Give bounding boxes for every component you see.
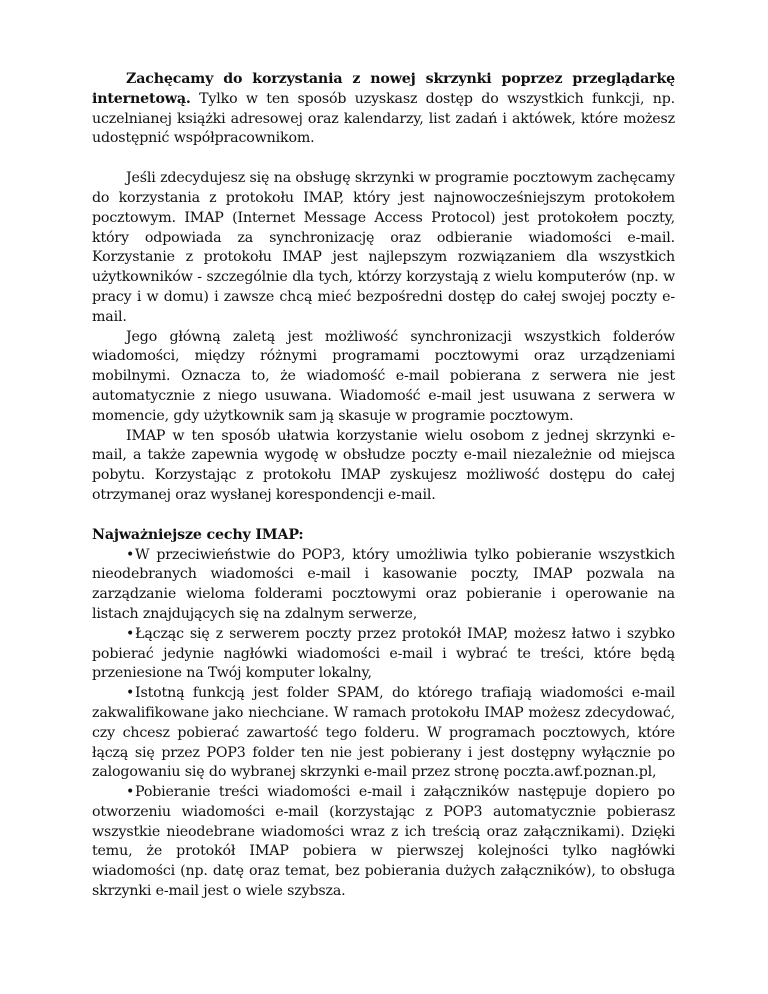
feature-text: Łącząc się z serwerem poczty przez protokół IMAP, możesz łatwo i szybko pobierać jedynie nagłówki wiadomości e-mail i wybrać te treści, które będą przeniesione na Twój komputer lokalny, [92, 625, 675, 682]
intro-paragraph [92, 70, 675, 149]
document-page [92, 70, 675, 902]
imap-paragraph-3: IMAP w ten sposób ułatwia korzystanie wielu osobom z jednej skrzynki e-mail, a także zapewnia wygodę w obsłudze poczty e-mail niezależnie od miejsca pobytu. Korzystając z protokołu IMAP zyskujesz możliwość dostępu do całej otrzymanej oraz wysłanej korespondencji e-mail. [92, 427, 675, 503]
bullet-icon: • [126, 685, 135, 702]
list-item [92, 625, 675, 684]
features-heading: Najważniejsze cechy IMAP: [92, 526, 304, 543]
list-item [92, 546, 675, 625]
bullet-icon: • [126, 784, 135, 801]
bullet-icon: • [126, 546, 135, 563]
imap-paragraph-2: Jego główną zaletą jest możliwość synchronizacji wszystkich folderów wiadomości, między różnymi programami pocztowymi oraz urządzeniami mobilnymi. Oznacza to, że wiadomość e-mail pobierana z serwera nie jest automatycznie z niego usuwana. Wiadomość e-mail jest usuwana z serwera w momencie, gdy użytkownik sam ją skasuje w programie pocztowym. [92, 328, 675, 424]
features-list [92, 546, 675, 902]
intro-text: Tylko w ten sposób uzyskasz dostęp do wszystkich funkcji, np. uczelnianej książki adresowej oraz kalendarzy, list zadań i aktówek, które możesz udostępnić współpracownikom. [92, 90, 675, 147]
feature-text: Istotną funkcją jest folder SPAM, do którego trafiają wiadomości e-mail zakwalifikowane jako niechciane. W ramach protokołu IMAP możesz zdecydować, czy chcesz pobierać zawartość tego folderu. W programach pocztowych, które łączą się przez POP3 folder ten nie jest pobierany i jest dostępny wyłącznie po zalogowaniu się do wybranej skrzynki e-mail przez stronę poczta.awf.poznan.pl, [92, 685, 675, 781]
list-item [92, 783, 675, 902]
feature-text: Pobieranie treści wiadomości e-mail i załączników następuje dopiero po otworzeniu wiadomości e-mail (korzystając z POP3 automatycznie pobierasz wszystkie nieodebrane wiadomości wraz z ich treścią oraz załącznikami). Dzięki temu, że protokół IMAP pobiera w pierwszej kolejności tylko nagłówki wiadomości (np. datę oraz temat, bez pobierania dużych załączników), to obsługa skrzynki e-mail jest o wiele szybsza. [92, 784, 675, 900]
bullet-icon: • [126, 625, 135, 642]
feature-text: W przeciwieństwie do POP3, który umożliwia tylko pobieranie wszystkich nieodebranych wiadomości e-mail i kasowanie poczty, IMAP pozwala na zarządzanie wieloma folderami pocztowymi oraz pobieranie i operowanie na listach znajdujących się na zdalnym serwerze, [92, 546, 675, 622]
list-item [92, 684, 675, 783]
intro-bold-lead: Zachęcamy do korzystania z nowej skrzynki poprzez przeglądarkę internetową. [92, 71, 675, 107]
imap-paragraph-1: Jeśli zdecydujesz się na obsługę skrzynki w programie pocztowym zachęcamy do korzystania z protokołu IMAP, który jest najnowocześniejszym protokołem pocztowym. IMAP (Internet Message Access Protocol) jest protokołem poczty, który odpowiada za synchronizację oraz odbieranie wiadomości e-mail. Korzystanie z protokołu IMAP jest najlepszym rozwiązaniem dla wszystkich użytkowników - szczególnie dla tych, którzy korzystają z wielu komputerów (np. w pracy i w domu) i zawsze chcą mieć bezpośredni dostęp do całej swojej poczty e-mail. [92, 170, 675, 325]
